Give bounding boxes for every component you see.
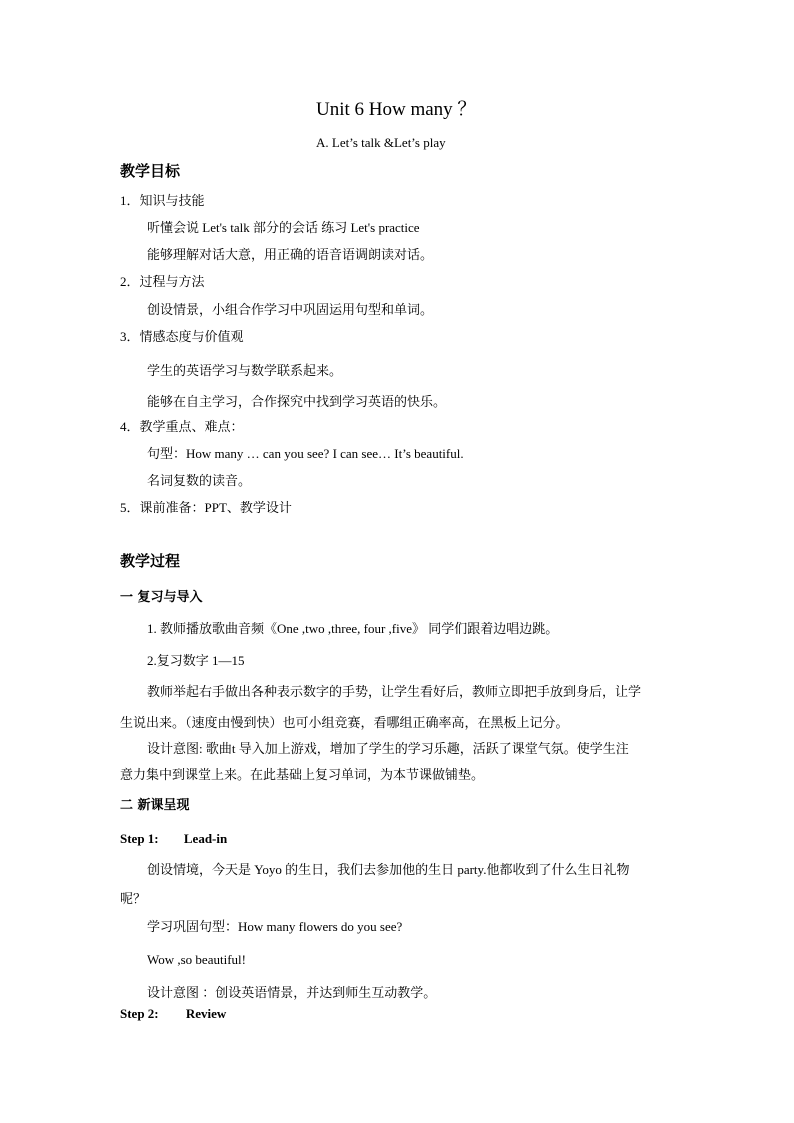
section-1-line-2: 2.复习数字 1—15: [147, 653, 245, 668]
goal-item-1: 1．知识与技能: [120, 193, 205, 208]
step-1: [120, 830, 227, 848]
process-heading: 教学过程: [120, 552, 181, 570]
section-1-paragraph-1-line-b: 生说出来。（速度由慢到快）也可小组竞赛，看哪组正确率高，在黑板上记分。: [120, 715, 569, 730]
document-subtitle: A. Let’s talk &Let’s play: [316, 135, 446, 150]
goal-item-1-line-a: 听懂会说 Let's talk 部分的会话 练习 Let's practice: [147, 220, 420, 235]
step-1-line-d: Wow ,so beautiful!: [147, 952, 246, 967]
step-1-line-b: 呢？: [120, 891, 147, 906]
goal-item-3-line-a: 学生的英语学习与数学联系起来。: [147, 363, 343, 378]
goal-item-2: 2．过程与方法: [120, 274, 205, 289]
goal-item-1-line-b: 能够理解对话大意，用正确的语音语调朗读对话。: [147, 247, 434, 262]
goal-item-3: 3．情感态度与价值观: [120, 329, 244, 344]
section-2-heading: 二 新课呈现: [120, 798, 190, 813]
goal-item-5: 5．课前准备：PPT、教学设计: [120, 500, 292, 515]
goal-item-3-line-b: 能够在自主学习，合作探究中找到学习英语的快乐。: [147, 394, 447, 409]
goal-item-4: 4．教学重点、难点：: [120, 419, 244, 434]
section-1-heading: 一 复习与导入: [120, 590, 203, 605]
step-1-title: Lead-in: [183, 831, 228, 846]
goals-heading: 教学目标: [120, 162, 181, 180]
step-1-line-c: 学习巩固句型：How many flowers do you see?: [147, 919, 403, 934]
goal-item-2-line-a: 创设情景，小组合作学习中巩固运用句型和单词。: [147, 302, 434, 317]
step-1-line-a: 创设情境，今天是 Yoyo 的生日，我们去参加他的生日 party.他都收到了什么生日礼物: [147, 862, 630, 877]
section-1-line-1: 1. 教师播放歌曲音频《One ,two ,three, four ,five》 同学们跟着边唱边跳。: [147, 621, 559, 636]
step-2-label: Step 2:: [120, 1006, 159, 1021]
goal-item-4-line-a: 句型：How many … can you see? I can see… It’s beautiful.: [147, 446, 464, 461]
step-1-line-e: 设计意图 ：创设英语情景，并达到师生互动教学。: [147, 985, 437, 1000]
document-title: Unit 6 How many ？: [316, 99, 477, 120]
section-1-paragraph-2-line-b: 意力集中到课堂上来。在此基础上复习单词，为本节课做铺垫。: [120, 767, 485, 782]
step-2: [120, 1005, 226, 1023]
step-1-label: Step 1:: [120, 831, 159, 846]
goal-item-4-line-b: 名词复数的读音。: [147, 473, 252, 488]
section-1-paragraph-1-line-a: 教师举起右手做出各种表示数字的手势，让学生看好后，教师立即把手放到身后，让学: [147, 684, 642, 699]
step-2-title: Review: [185, 1006, 227, 1021]
section-1-paragraph-2-line-a: 设计意图: 歌曲t 导入加上游戏，增加了学生的学习乐趣，活跃了课堂气氛。使学生注: [147, 741, 629, 756]
